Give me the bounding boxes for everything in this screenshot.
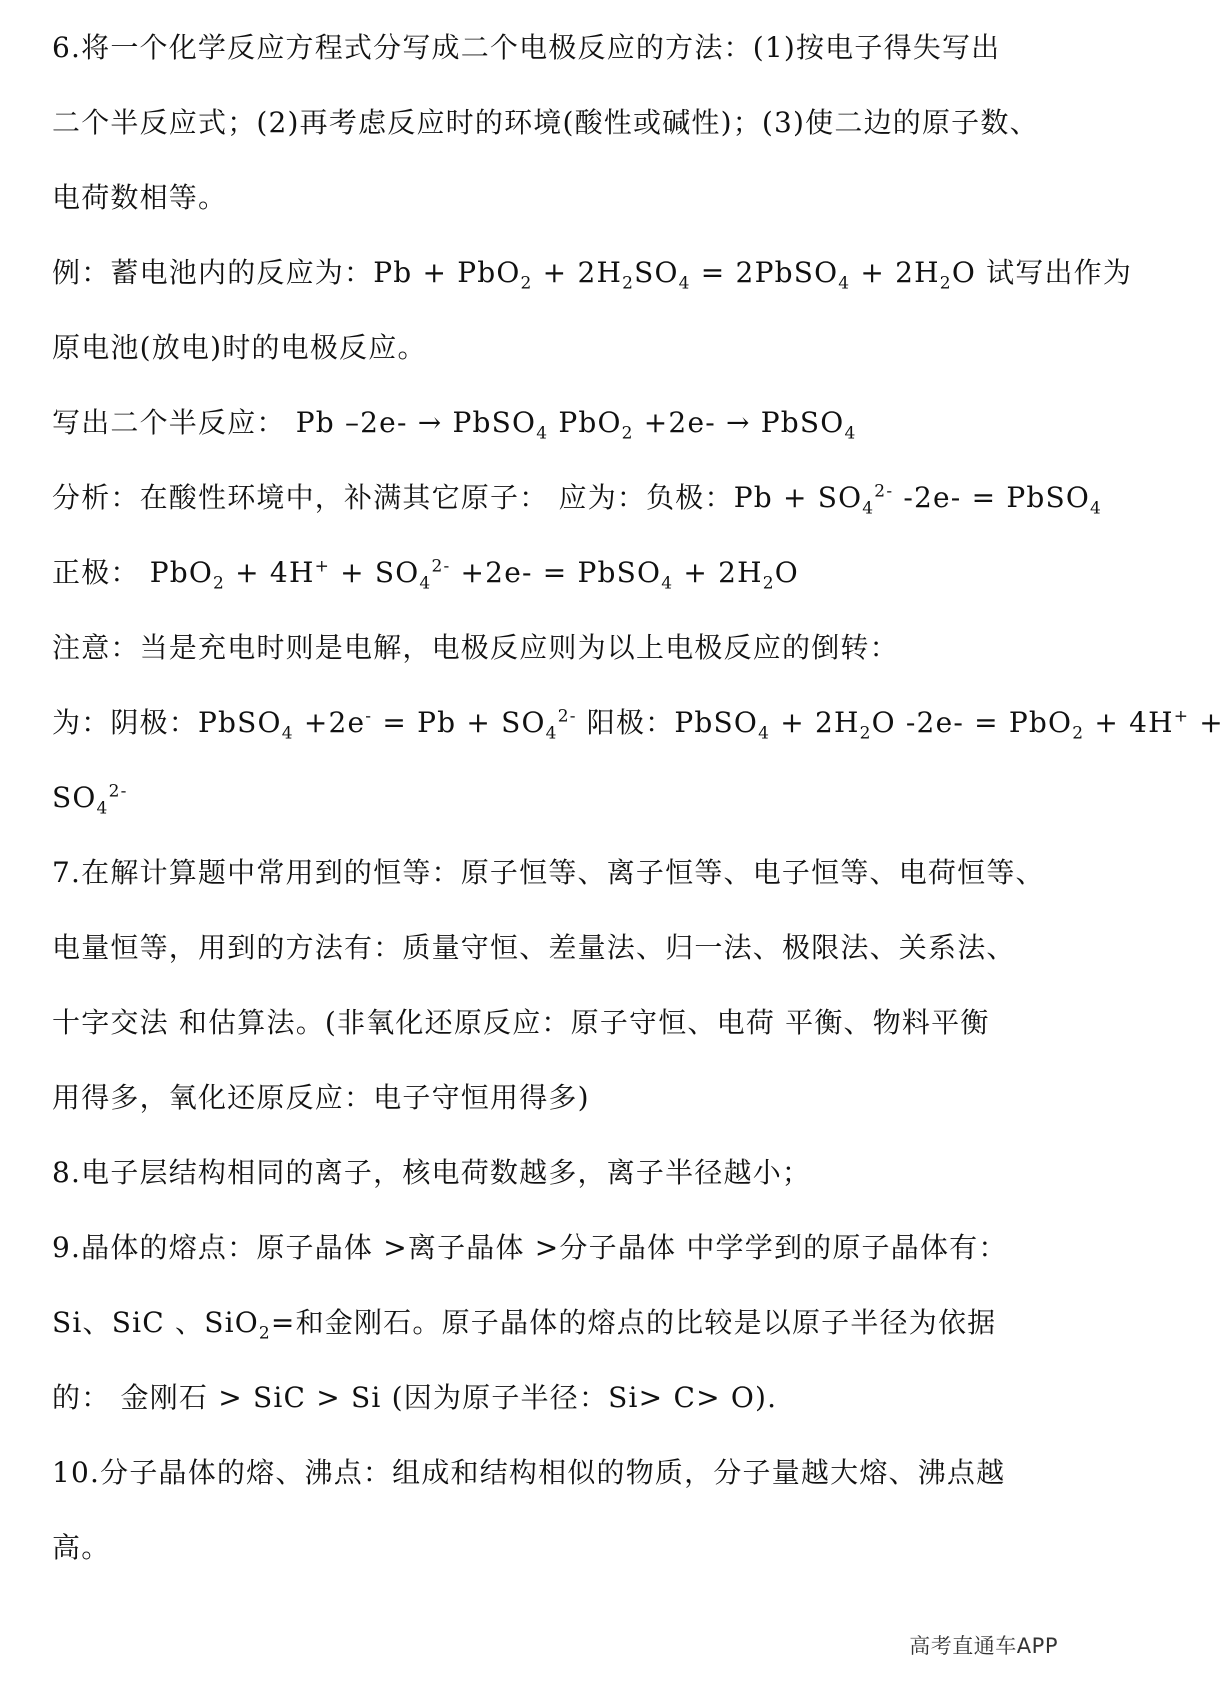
text-run: = 2PbSO (690, 256, 839, 289)
text-run: + (1189, 706, 1224, 739)
text-run: +2e- = PbSO (450, 556, 662, 589)
subscript: 2 (213, 573, 226, 594)
subscript: 2 (258, 1323, 271, 1344)
text-line (52, 630, 899, 666)
subscript: 2 (520, 273, 533, 294)
text-run: 注意：当是充电时则是电解，电极反应则为以上电极反应的倒转： (52, 631, 899, 664)
text-line (52, 780, 128, 819)
text-run: + 2H (850, 256, 940, 289)
text-run: 原电池(放电)时的电极反应。 (52, 331, 427, 364)
subscript: 2 (1072, 723, 1085, 744)
superscript: - (365, 706, 373, 727)
text-line (52, 1005, 990, 1041)
subscript: 4 (281, 723, 294, 744)
text-run: 7.在解计算题中常用到的恒等：原子恒等、离子恒等、电子恒等、电荷恒等、 (52, 856, 1045, 889)
text-run: 8.电子层结构相同的离子，核电荷数越多，离子半径越小； (52, 1156, 812, 1189)
text-line (52, 1455, 1005, 1491)
text-run: 分析：在酸性环境中，补满其它原子： 应为：负极：Pb + SO (52, 481, 863, 514)
subscript: 4 (758, 723, 771, 744)
text-run: SO (52, 781, 97, 814)
text-line (52, 1380, 777, 1416)
text-run: + 2H (770, 706, 860, 739)
text-run: + SO (330, 556, 420, 589)
text-line (52, 1080, 590, 1116)
text-run: = Pb + SO (372, 706, 546, 739)
superscript: 2- (431, 556, 451, 577)
subscript: 4 (96, 798, 109, 819)
text-line (52, 405, 857, 444)
text-line (52, 255, 1133, 294)
text-run: SO (634, 256, 679, 289)
text-run: -2e- = PbSO (893, 481, 1091, 514)
text-run: 阳极：PbSO (576, 706, 759, 739)
text-run: O -2e- = PbO (871, 706, 1073, 739)
text-run: 用得多，氧化还原反应：电子守恒用得多) (52, 1081, 590, 1114)
subscript: 4 (844, 423, 857, 444)
text-run: =和金刚石。原子晶体的熔点的比较是以原子半径为依据 (270, 1306, 997, 1339)
text-run: + 2H (532, 256, 623, 289)
text-run: PbO (548, 406, 622, 439)
subscript: 2 (621, 423, 634, 444)
text-run: 为：阴极：PbSO (52, 706, 282, 739)
text-line (52, 1305, 997, 1344)
superscript: 2- (874, 481, 894, 502)
subscript: 2 (859, 723, 872, 744)
text-line (52, 1230, 1008, 1266)
text-line (52, 105, 1039, 141)
text-run: 写出二个半反应： Pb –2e- → PbSO (52, 406, 537, 439)
text-line (52, 1155, 811, 1191)
text-line (52, 555, 799, 594)
text-line (52, 930, 1016, 966)
subscript: 4 (545, 723, 558, 744)
subscript: 2 (939, 273, 952, 294)
text-run: + 2H (673, 556, 763, 589)
text-line (52, 330, 427, 366)
text-run: 十字交法 和估算法。(非氧化还原反应：原子守恒、电荷 平衡、物料平衡 (52, 1006, 990, 1039)
superscript: + (1173, 706, 1190, 727)
text-run: 电量恒等，用到的方法有：质量守恒、差量法、归一法、极限法、关系法、 (52, 931, 1016, 964)
subscript: 4 (678, 273, 691, 294)
text-run: +2e (293, 706, 366, 739)
superscript: 2- (108, 781, 128, 802)
text-run: 二个半反应式；(2)再考虑反应时的环境(酸性或碱性)；(3)使二边的原子数、 (52, 106, 1039, 139)
superscript: + (314, 556, 331, 577)
text-run: 例：蓄电池内的反应为：Pb + PbO (52, 256, 521, 289)
text-run: O 试写出作为 (951, 256, 1133, 289)
subscript: 2 (622, 273, 635, 294)
text-run: 9.晶体的熔点：原子晶体 >离子晶体 >分子晶体 中学学到的原子晶体有： (52, 1231, 1008, 1264)
text-run: +2e- → PbSO (633, 406, 845, 439)
text-run: 6.将一个化学反应方程式分写成二个电极反应的方法：(1)按电子得失写出 (52, 31, 1001, 64)
text-line (52, 1530, 110, 1566)
text-line (52, 30, 1000, 66)
text-line (52, 480, 1103, 519)
subscript: 4 (838, 273, 851, 294)
subscript: 4 (419, 573, 432, 594)
subscript: 2 (762, 573, 775, 594)
text-run: + 4H (225, 556, 315, 589)
text-run: Si、SiC 、SiO (52, 1306, 259, 1339)
text-run: 高。 (52, 1531, 111, 1564)
text-run: O (774, 556, 799, 589)
subscript: 4 (862, 498, 875, 519)
text-run: 的： 金刚石 > SiC > Si (因为原子半径：Si> C> O). (52, 1381, 778, 1414)
text-line (52, 705, 1224, 744)
subscript: 4 (536, 423, 549, 444)
superscript: 2- (557, 706, 577, 727)
text-run: 电荷数相等。 (52, 181, 228, 214)
text-run: 10.分子晶体的熔、沸点：组成和结构相似的物质，分子量越大熔、沸点越 (52, 1456, 1006, 1489)
text-run: 正极： PbO (52, 556, 214, 589)
text-line (52, 855, 1045, 891)
watermark: 高考直通车APP (909, 1634, 1058, 1658)
subscript: 4 (1090, 498, 1103, 519)
text-run: + 4H (1084, 706, 1174, 739)
subscript: 4 (661, 573, 674, 594)
text-line (52, 180, 227, 216)
